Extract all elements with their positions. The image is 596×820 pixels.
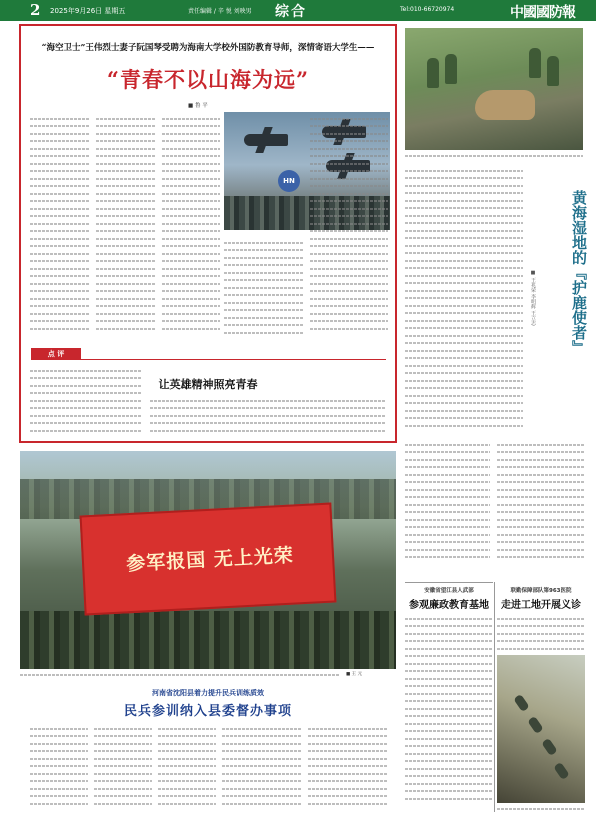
wetland-deer-photo: [405, 28, 583, 150]
crowd-row: [20, 611, 396, 669]
contact-tel: Tel:010-66720974: [400, 6, 455, 13]
soldier-figure: [547, 56, 559, 86]
deer-shape: [475, 90, 535, 120]
soldier-figure: [427, 58, 439, 88]
bottom-story-kicker: 河南省沈阳县着力提升民兵训练质效: [152, 689, 264, 697]
commentary-body-2: [150, 394, 386, 438]
lead-kicker: “海空卫士”王伟烈士妻子阮国琴受聘为海南大学校外国防教育导师，深情寄语大学生——: [41, 43, 375, 53]
climber-figure: [527, 716, 544, 734]
brief-2-kicker: 联勤保障部队第963医院: [510, 588, 572, 594]
red-banner: [80, 502, 337, 615]
lead-body-col-1: [30, 112, 90, 340]
jet-shape: [244, 134, 288, 146]
brief-1-headline: 参观廉政教育基地: [409, 600, 489, 611]
right-feature-title: 黄海湿地的『护鹿使者』: [570, 190, 588, 355]
lead-headline: “青春不以山海为远”: [106, 67, 310, 92]
bottom-story-headline: 民兵参训纳入县委督办事项: [123, 704, 292, 719]
banner-slogan: 参军报国 无上光荣: [125, 544, 295, 576]
lead-byline: ■ 鲁 平: [188, 103, 208, 109]
brief-2-headline: 走进工地开展义诊: [501, 600, 581, 611]
commentary-rule: [81, 359, 386, 360]
lead-body-col-5: [310, 112, 388, 340]
university-emblem: HN: [278, 170, 300, 192]
right-photo-caption: [405, 152, 583, 160]
bottom-body-col-5: [308, 722, 388, 814]
bottom-body-col-4: [222, 722, 302, 814]
lead-body-col-2: [96, 112, 156, 340]
commentary-title: 让英雄精神照亮青春: [158, 378, 258, 391]
soldier-figure: [445, 54, 457, 84]
right-body-col-3: [497, 438, 585, 562]
lead-body-col-3: [162, 112, 220, 340]
newspaper-logo: 中國國防報: [510, 5, 575, 21]
soldier-figure: [529, 48, 541, 78]
commentary-label: 点 评: [31, 348, 81, 360]
cliff-climb-photo: [497, 655, 585, 803]
right-feature-credit: ■ 王兆荣 李明辉 王立志: [530, 270, 536, 326]
right-body-col-2: [405, 438, 490, 562]
brief-divider: [405, 582, 493, 583]
banner-photo-caption: [20, 671, 396, 679]
climber-figure: [541, 738, 558, 756]
masthead: [0, 0, 596, 21]
brief-1-kicker: 安徽省望江县人武部: [424, 588, 474, 594]
climber-figure: [513, 694, 530, 712]
right-body-col-1: [405, 164, 523, 434]
column-divider: [494, 582, 495, 812]
lead-body-col-4: [224, 236, 304, 340]
brief-2-body: [497, 612, 585, 652]
section-title: 综合: [275, 4, 307, 20]
climber-figure: [553, 762, 570, 780]
brief-1-body: [405, 612, 493, 812]
issue-date: 2025年9月26日 星期五: [50, 7, 126, 15]
bottom-body-col-3: [158, 722, 216, 814]
responsible-editors: 责任编辑 / 辛 悦 刘映男: [188, 8, 252, 15]
bottom-body-col-2: [94, 722, 152, 814]
cliff-photo-caption: [497, 805, 585, 815]
bottom-body-col-1: [30, 722, 88, 814]
page-number: 2: [30, 1, 41, 19]
banner-photo-credit: ■ 王 元: [346, 672, 363, 677]
enlistment-banner-photo: [20, 451, 396, 669]
